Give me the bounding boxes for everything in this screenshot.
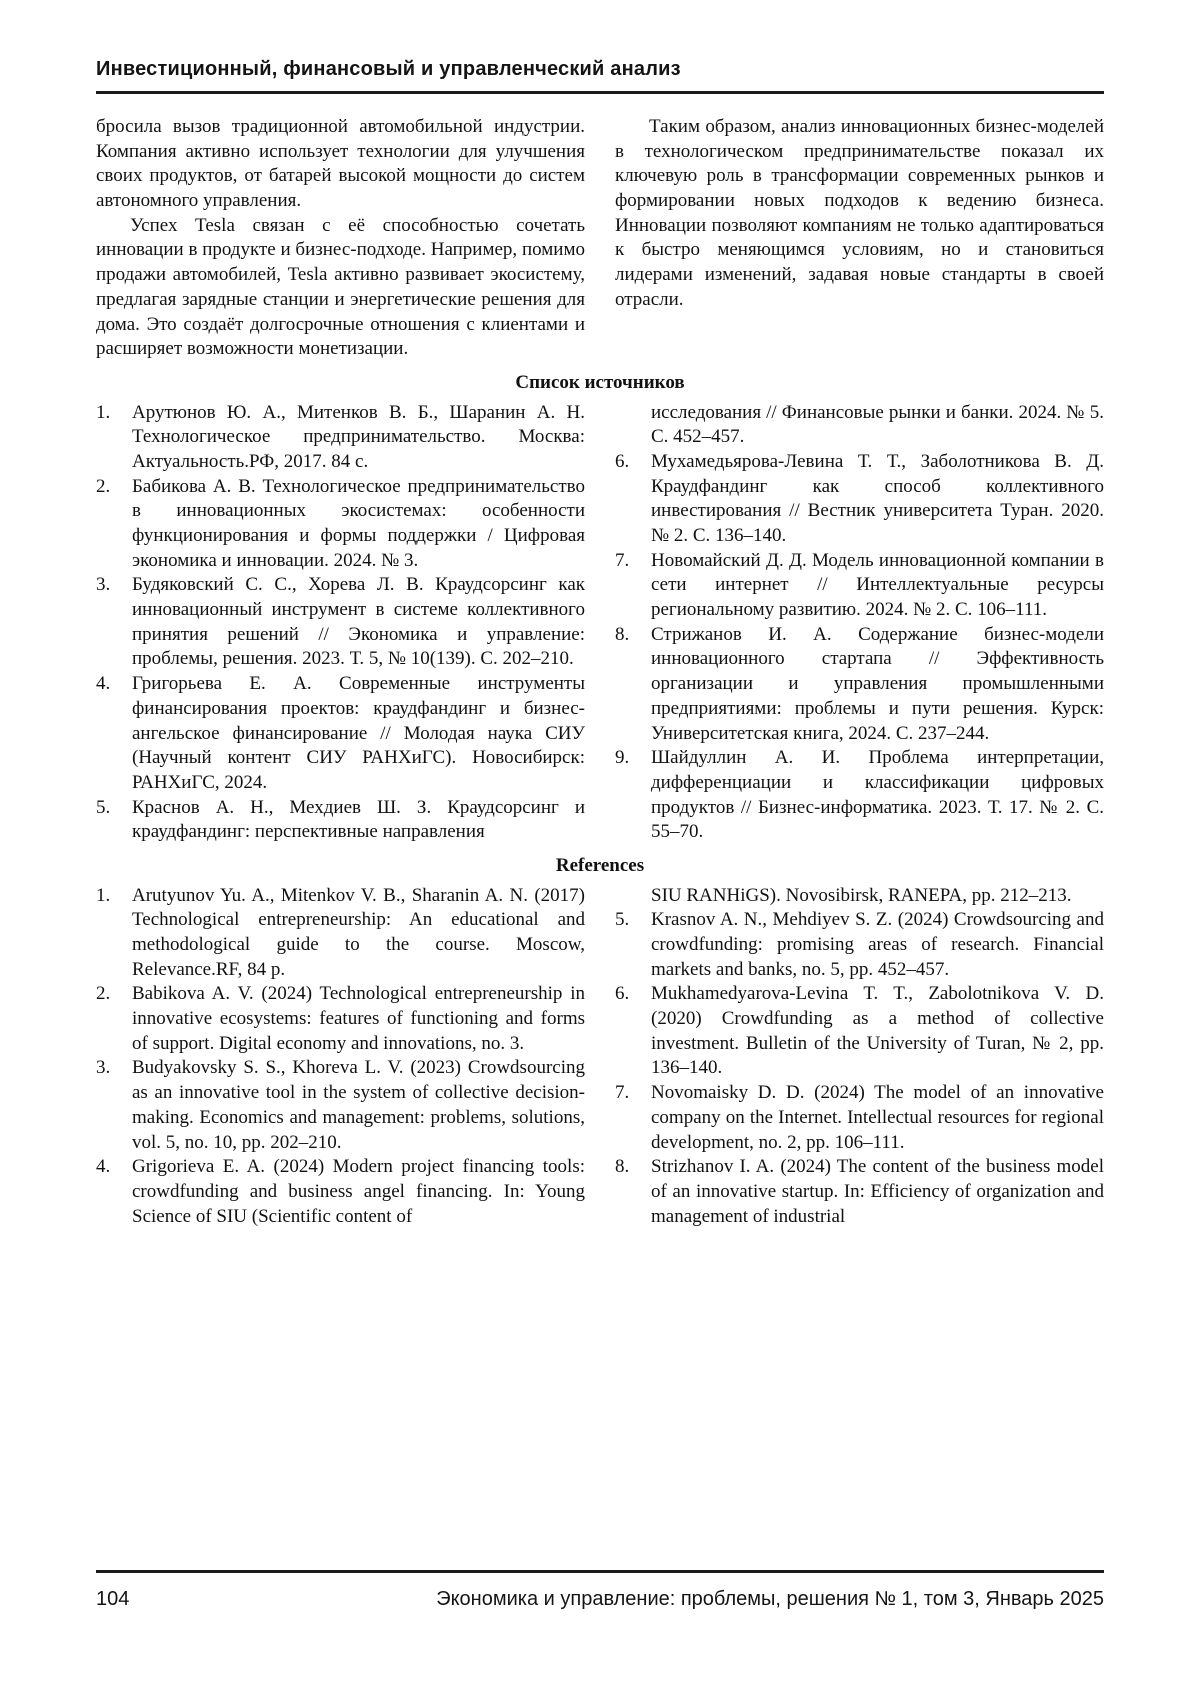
reference-number: 3.	[96, 574, 111, 596]
page-footer	[96, 1570, 1104, 1698]
reference-item	[96, 475, 585, 574]
reference-text: Григорьева Е. А. Современные инструменты финансирования проектов: краудфандинг и бизнес-ангельское финансирование // Молодая наука СИУ (Научный контент СИУ РАНХиГС). Новосибирск: РАНХиГС, 2024.	[132, 673, 585, 793]
reference-number: 6.	[615, 983, 630, 1005]
references-right-column	[615, 884, 1104, 1230]
sources-list	[96, 401, 1104, 845]
header-rule	[96, 91, 1104, 94]
reference-text: Арутюнов Ю. А., Митенков В. Б., Шаранин А. Н. Технологическое предпринимательство. Москва: Актуальность.РФ, 2017. 84 с.	[132, 401, 585, 472]
body-left-column	[96, 115, 585, 362]
reference-item	[96, 982, 585, 1056]
paragraph: бросила вызов традиционной автомобильной индустрии. Компания активно использует технологии для улучшения своих продуктов, от батарей высокой мощности до систем автономного управления.	[96, 116, 585, 212]
footer-row	[96, 1573, 1104, 1612]
reference-number: 8.	[615, 1156, 630, 1178]
reference-text: Новомайский Д. Д. Модель инновационной компании в сети интернет // Интеллектуальные ресурсы региональному развитию. 2024. № 2. С. 106–111.	[651, 549, 1104, 621]
reference-number: 2.	[96, 475, 111, 497]
sources-right-column	[615, 401, 1104, 845]
reference-item	[615, 549, 1104, 623]
reference-text: Бабикова А. В. Технологическое предпринимательство в инновационных экосистемах: особенности функционирования и формы поддержки / Цифровая экономика и инновации. 2024. № 3.	[132, 475, 585, 571]
references-left-column	[96, 884, 585, 1230]
reference-number: 1.	[96, 401, 111, 423]
reference-text: Краснов А. Н., Мехдиев Ш. З. Краудсорсинг и краудфандинг: перспективные направления	[132, 796, 585, 843]
reference-item	[615, 623, 1104, 746]
reference-number: 3.	[96, 1057, 111, 1079]
reference-text: Babikova A. V. (2024) Technological entrepreneurship in innovative ecosystems: features of functioning and forms of support. Digital economy and innovations, no. 3.	[132, 983, 585, 1054]
reference-text: Мухамедьярова-Левина Т. Т., Заболотникова В. Д. Краудфандинг как способ коллективного инвестирования // Вестник университета Туран. 2020. № 2. С. 136–140.	[651, 450, 1104, 546]
reference-item	[96, 1056, 585, 1155]
reference-text: Будяковский С. С., Хорева Л. В. Краудсорсинг как инновационный инструмент в системе коллективного принятия решений // Экономика и управление: проблемы, решения. 2023. Т. 5, № 10(139). С. 202–210.	[132, 574, 585, 670]
reference-item	[96, 401, 585, 475]
reference-item	[615, 908, 1104, 982]
reference-item	[615, 982, 1104, 1081]
sources-left-column	[96, 401, 585, 845]
reference-text: исследования // Финансовые рынки и банки. 2024. № 5. С. 452–457.	[651, 401, 1104, 448]
reference-number: 7.	[615, 549, 630, 571]
reference-text: SIU RANHiGS). Novosibirsk, RANEPA, pp. 212–213.	[651, 884, 1072, 906]
body-right-column	[615, 115, 1104, 362]
reference-text: Strizhanov I. A. (2024) The content of the business model of an innovative startup. In: Efficiency of organization and management of industrial	[651, 1156, 1104, 1227]
reference-text: Budyakovsky S. S., Khoreva L. V. (2023) Crowdsourcing as an innovative tool in the system of collective decision-making. Economics and management: problems, solutions, vol. 5, no. 10, pp. 202–210.	[132, 1057, 585, 1153]
reference-number: 5.	[96, 796, 111, 818]
reference-item-continuation	[615, 401, 1104, 450]
reference-item	[96, 672, 585, 795]
body-text-section	[96, 115, 1104, 362]
reference-item	[96, 796, 585, 845]
reference-item	[615, 450, 1104, 549]
reference-text: Mukhamedyarova-Levina T. T., Zabolotnikova V. D. (2020) Crowdfunding as a method of collective investment. Bulletin of the University of Turan, № 2, pp. 136–140.	[651, 983, 1104, 1079]
reference-item	[96, 884, 585, 983]
reference-text: Krasnov A. N., Mehdiyev S. Z. (2024) Crowdsourcing and crowdfunding: promising areas of research. Financial markets and banks, no. 5, pp. 452–457.	[651, 909, 1104, 980]
reference-number: 7.	[615, 1082, 630, 1104]
reference-item	[96, 1155, 585, 1229]
reference-item	[615, 1081, 1104, 1155]
reference-text: Grigorieva E. A. (2024) Modern project financing tools: crowdfunding and business angel financing. In: Young Science of SIU (Scientific content of	[132, 1156, 585, 1227]
reference-item	[615, 746, 1104, 845]
sources-heading: Список источников	[515, 371, 685, 393]
journal-title-line: Экономика и управление: проблемы, решения № 1, том 3, Январь 2025	[436, 1588, 1104, 1610]
reference-item	[615, 1155, 1104, 1229]
paragraph: Успех Tesla связан с её способностью сочетать инновации в продукте и бизнес-подходе. Например, помимо продажи автомобилей, Tesla активно развивает экосистему, предлагая зарядные станции и энергетические решения для дома. Это создаёт долгосрочные отношения с клиентами и расширяет возможности монетизации.	[96, 214, 585, 360]
reference-text: Arutyunov Yu. A., Mitenkov V. B., Sharanin A. N. (2017) Technological entrepreneurship: An educational and methodological guide to the course. Moscow, Relevance.RF, 84 p.	[132, 884, 585, 980]
reference-number: 8.	[615, 623, 630, 645]
reference-number: 1.	[96, 884, 111, 906]
reference-number: 9.	[615, 747, 630, 769]
reference-number: 2.	[96, 983, 111, 1005]
references-heading: References	[555, 854, 645, 876]
reference-number: 4.	[96, 1156, 111, 1178]
reference-number: 4.	[96, 673, 111, 695]
running-header	[96, 56, 1104, 94]
reference-number: 5.	[615, 909, 630, 931]
reference-text: Шайдуллин А. И. Проблема интерпретации, дифференциации и классификации цифровых продуктов // Бизнес-информатика. 2023. Т. 17. № 2. С. 55–70.	[651, 747, 1104, 843]
reference-text: Стрижанов И. А. Содержание бизнес-модели инновационного стартапа // Эффективность организации и управления промышленными предприятиями: проблемы и пути решения. Курск: Университетская книга, 2024. С. 237–244.	[651, 623, 1104, 744]
reference-item-continuation	[615, 884, 1104, 909]
reference-item	[96, 573, 585, 672]
page-number: 104	[96, 1588, 130, 1610]
running-header-title: Инвестиционный, финансовый и управленческий анализ	[96, 58, 681, 80]
reference-number: 6.	[615, 450, 630, 472]
reference-text: Novomaisky D. D. (2024) The model of an innovative company on the Internet. Intellectual resources for regional development, no. 2, pp. 106–111.	[651, 1082, 1104, 1153]
paragraph: Таким образом, анализ инновационных бизнес-моделей в технологическом предпринимательстве показал их ключевую роль в трансформации современных рынков и формировании новых подходов к ведению бизнеса. Инновации позволяют компаниям не только адаптироваться к быстро меняющимся условиям, но и становиться лидерами изменений, задавая новые стандарты в своей отрасли.	[615, 116, 1104, 310]
references-list	[96, 884, 1104, 1230]
